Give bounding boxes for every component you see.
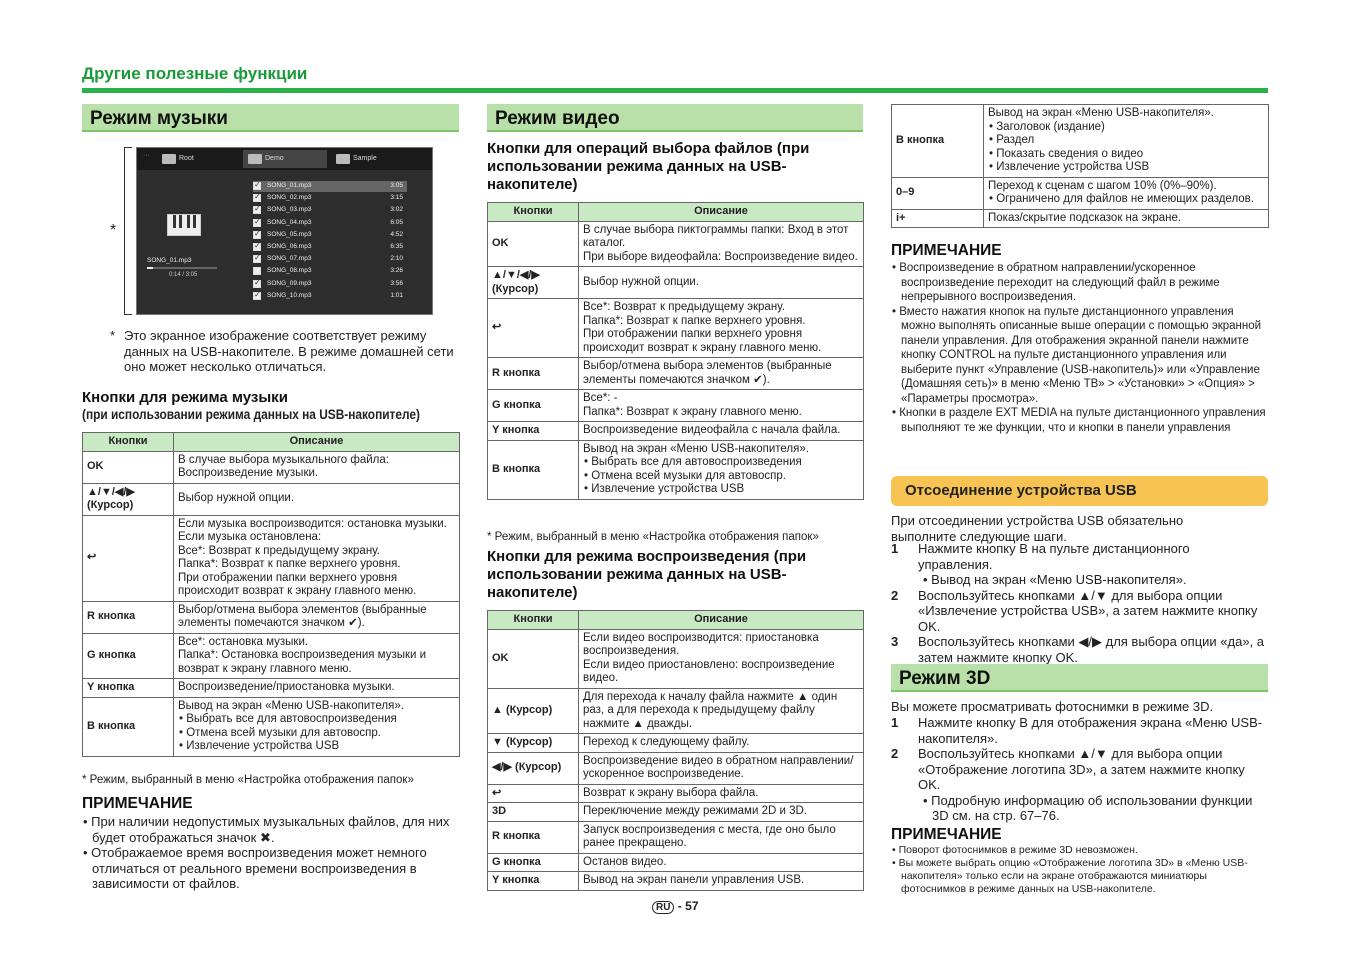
button-key: ↩	[83, 515, 174, 601]
button-description	[579, 872, 864, 891]
table-row	[83, 679, 460, 698]
description-line: Для перехода к началу файла нажмите ▲ один раз, а для перехода к предыдущему файлу нажмите ▲ дважды.	[583, 690, 838, 730]
button-description	[579, 734, 864, 753]
table-row	[892, 105, 1269, 178]
folder-icon	[336, 154, 350, 164]
button-key: OK	[488, 221, 579, 267]
description-line: Переход к сценам с шагом 10% (0%–90%).	[988, 179, 1217, 192]
table-row	[488, 872, 864, 891]
page-number: 57	[685, 899, 699, 913]
button-description	[579, 390, 864, 422]
col-header-buttons: Кнопки	[488, 203, 579, 222]
description-line: Папка*: Возврат к папке верхнего уровня.	[583, 314, 806, 327]
button-key: OK	[488, 629, 579, 688]
col-header-description: Описание	[579, 203, 864, 222]
description-line: Запуск воспроизведения с места, где оно было ранее прекращено.	[583, 823, 836, 849]
description-line: Все*: -	[583, 392, 618, 404]
song-duration: 3:15	[390, 194, 403, 202]
button-description	[579, 688, 864, 734]
button-description	[174, 601, 460, 633]
asterisk-mark: *	[110, 222, 117, 239]
song-duration: 4:52	[390, 230, 403, 238]
song-row[interactable]	[253, 279, 407, 290]
description-line: Если видео приостановлено: воспроизведение видео.	[583, 658, 835, 684]
button-key: B кнопка	[892, 105, 984, 178]
song-duration: 3:56	[390, 279, 403, 287]
song-name: SONG_04.mp3	[267, 218, 312, 226]
song-row[interactable]	[253, 218, 407, 229]
description-line: • Извлечение устройства USB	[584, 483, 745, 495]
list-item: • При наличии недопустимых музыкальных файлов, для них будет отображаться значок ✖.	[83, 814, 450, 845]
button-key: Y кнопка	[488, 422, 579, 441]
list-item: • Вы можете выбрать опцию «Отображение логотипа 3D» в «Меню USB-накопителя» только если на экране отображаются миниатюры фотоснимков в режиме данных на USB-накопителе.	[892, 857, 1248, 895]
button-key: ▲/▼/◀/▶ (Курсор)	[83, 483, 174, 515]
description-line: При отображении папки верхнего уровня происходит возврат к экрану главного меню.	[178, 571, 417, 597]
col-header-buttons: Кнопки	[83, 433, 174, 452]
button-description	[984, 177, 1269, 209]
button-description	[174, 451, 460, 483]
video-ops-heading: Кнопки для операций выбора файлов (при использовании режима данных на USB-накопителе)	[487, 140, 810, 193]
button-description	[579, 803, 864, 822]
list-item: • Вместо нажатия кнопок на пульте дистанционного управления можно выполнять описанные выше операции с помощью экранной панели управления. Для отображения экранной панели нажмите кнопку CONTROL на пульте дистанционного управления или выберите пункт «Управление (USB-накопитель)» или «Управление (Домашняя сеть)» в меню «Меню ТВ» > «Установки» > «Опция» > «Параметры просмотра».	[892, 305, 1262, 405]
now-playing: SONG_01.mp3	[147, 257, 192, 264]
description-line: Воспроизведение/приостановка музыки.	[178, 681, 395, 693]
song-name: SONG_06.mp3	[267, 243, 312, 250]
list-item: • Отображаемое время воспроизведения может немного отличаться от реального времени воспроизведения в зависимости от файлов.	[83, 845, 427, 891]
description-line: Воспроизведение видеофайла с начала файла.	[583, 424, 841, 436]
button-key: Y кнопка	[488, 872, 579, 891]
description-line: Все*: Возврат к предыдущему экрану.	[178, 544, 380, 557]
description-line: • Раздел	[989, 134, 1035, 146]
description-line: Воспроизведение видео в обратном направлении/ускоренное воспроизведение.	[583, 754, 854, 780]
button-key: B кнопка	[488, 440, 579, 499]
song-checkbox[interactable]	[253, 267, 261, 275]
music-notes	[82, 814, 452, 892]
description-line: При выборе видеофайла: Воспроизведение видео.	[583, 250, 858, 263]
button-description	[174, 697, 460, 756]
tab-sample[interactable]: Sample	[331, 150, 415, 168]
usb-steps	[891, 541, 1266, 665]
step-text: Нажмите кнопку B на пульте дистанционного управления.	[918, 541, 1190, 572]
table-row	[488, 267, 864, 299]
table-row	[892, 177, 1269, 209]
language-badge: RU	[652, 901, 674, 914]
table-row	[488, 853, 864, 872]
screen-bracket	[124, 147, 132, 315]
song-checkbox[interactable]	[253, 182, 261, 190]
button-key: 0–9	[892, 177, 984, 209]
button-key: R кнопка	[488, 358, 579, 390]
video-mode-title: Режим видео	[487, 104, 863, 132]
usb-intro: При отсоединении устройства USB обязательно выполните следующие шаги.	[891, 513, 1184, 544]
mode-3d-notes	[891, 844, 1268, 896]
description-line: Показ/скрытие подсказок на экране.	[988, 211, 1182, 224]
description-line: Вывод на экран панели управления USB.	[583, 874, 805, 886]
mode-3d-steps	[891, 715, 1266, 824]
button-description	[579, 440, 864, 499]
button-description	[579, 221, 864, 267]
table-row	[488, 299, 864, 358]
step-number: 2	[891, 587, 899, 603]
button-description	[174, 483, 460, 515]
description-line: Вывод на экран «Меню USB-накопителя».	[988, 107, 1214, 119]
footnote-mark: *	[110, 328, 116, 343]
button-key: Y кнопка	[83, 679, 174, 698]
table-row	[488, 422, 864, 441]
song-duration: 2:10	[390, 255, 403, 263]
step-number: 1	[891, 541, 899, 556]
button-description	[174, 515, 460, 601]
description-line: Вывод на экран «Меню USB-накопителя».	[178, 699, 404, 712]
table-row	[488, 390, 864, 422]
song-row[interactable]	[253, 254, 407, 265]
music-buttons-heading: Кнопки для режима музыки	[82, 389, 288, 406]
mode-3d-title: Режим 3D	[891, 664, 1268, 692]
progress-time: 0:14 / 3:05	[169, 272, 198, 278]
song-checkbox[interactable]	[253, 243, 261, 251]
button-description	[579, 267, 864, 299]
list-item: • Поворот фотоснимков в режиме 3D невозможен.	[892, 844, 1138, 856]
button-description	[174, 679, 460, 698]
table-row	[488, 752, 864, 784]
video-buttons-table	[487, 202, 864, 500]
button-key: OK	[83, 451, 174, 483]
song-row[interactable]	[253, 291, 407, 302]
button-description	[579, 821, 864, 853]
song-checkbox[interactable]	[253, 292, 261, 300]
description-line: Переключение между режимами 2D и 3D.	[583, 805, 807, 817]
list-item: • Воспроизведение в обратном направлении/ускоренное воспроизведение переходит на следующий файл в режиме непрерывного воспроизведения.	[892, 262, 1220, 303]
screen-tabbar: ··· Root Demo Sample	[137, 148, 432, 170]
button-key: 3D	[488, 803, 579, 822]
description-line: • Отмена всей музыки для автовоспр.	[584, 469, 786, 482]
song-row[interactable]	[253, 181, 407, 192]
step-item	[891, 634, 1266, 665]
description-line: При отображении папки верхнего уровня происходит возврат к экрану главного меню.	[583, 328, 822, 354]
button-key: ↩	[488, 299, 579, 358]
step-number: 1	[891, 715, 899, 730]
step-number: 3	[891, 634, 899, 649]
description-line: • Заголовок (издание)	[989, 120, 1105, 133]
step-text: Воспользуйтесь кнопками ▲/▼ для выбора опции «Извлечение устройства USB», а затем нажмите кнопку OK.	[918, 587, 1258, 634]
table-row	[83, 483, 460, 515]
button-key: G кнопка	[488, 390, 579, 422]
description-line: Все*: остановка музыки.	[178, 635, 309, 648]
song-duration: 6:35	[390, 243, 403, 250]
button-key: G кнопка	[83, 633, 174, 679]
button-description	[579, 422, 864, 441]
table-row	[83, 451, 460, 483]
description-line: • Показать сведения о видео	[989, 147, 1144, 160]
button-description	[579, 299, 864, 358]
step-item	[891, 715, 1266, 746]
piano-icon	[167, 214, 201, 236]
table-row	[83, 515, 460, 601]
song-duration: 3:26	[390, 267, 403, 275]
progress-bar[interactable]	[147, 267, 217, 269]
table-row	[83, 633, 460, 679]
col-header-description: Описание	[579, 611, 864, 630]
video-notes	[891, 261, 1266, 435]
table-row	[488, 803, 864, 822]
col-header-buttons: Кнопки	[488, 611, 579, 630]
tab-root[interactable]: Root	[157, 150, 241, 168]
song-row[interactable]	[253, 230, 407, 241]
description-line: Папка*: Возврат к папке верхнего уровня.	[178, 558, 401, 570]
step-item	[891, 746, 1266, 824]
song-row[interactable]	[253, 266, 407, 277]
table-row	[488, 821, 864, 853]
button-key: ▲/▼/◀/▶ (Курсор)	[488, 267, 579, 299]
description-line: Если видео воспроизводится: приостановка воспроизведения.	[583, 631, 819, 657]
description-line: • Извлечение устройства USB	[989, 161, 1150, 173]
description-line: Воспроизведение музыки.	[178, 467, 319, 479]
description-line: Переход к следующему файлу.	[583, 736, 750, 748]
table-row	[488, 358, 864, 390]
screen-footnote: Это экранное изображение соответствует режиму данных на USB-накопителе. В режиме домашней сети оно может несколько отличаться.	[124, 328, 454, 374]
button-description	[579, 853, 864, 872]
table-row	[488, 688, 864, 734]
description-line: Останов видео.	[583, 855, 667, 868]
music-mode-title: Режим музыки	[82, 104, 459, 132]
music-note-title: ПРИМЕЧАНИЕ	[82, 795, 193, 812]
button-description	[579, 752, 864, 784]
song-name: SONG_07.mp3	[267, 255, 312, 263]
list-item: • Кнопки в разделе EXT MEDIA на пульте дистанционного управления выполняют те же функции, что и кнопки в панели управления	[892, 407, 1266, 434]
step-subitem: • Вывод на экран «Меню USB-накопителя».	[923, 572, 1187, 587]
description-line: Выбор/отмена выбора элементов (выбранные элементы помечаются значком ✔).	[583, 360, 832, 386]
step-number: 2	[891, 746, 899, 761]
description-line: Выбор/отмена выбора элементов (выбранные элементы помечаются значком ✔).	[178, 603, 427, 629]
mode-3d-note-title: ПРИМЕЧАНИЕ	[891, 826, 1002, 843]
song-duration: 3:05	[390, 182, 403, 189]
description-line: Папка*: Возврат к экрану главного меню.	[583, 405, 802, 418]
music-buttons-table	[82, 432, 460, 757]
button-key: R кнопка	[488, 821, 579, 853]
button-description	[174, 633, 460, 679]
folder-icon	[162, 154, 176, 164]
button-key: ▼ (Курсор)	[488, 734, 579, 753]
page-footer: RU - 57	[652, 899, 699, 914]
table-row	[488, 629, 864, 688]
description-line: Выбор нужной опции.	[178, 492, 295, 505]
button-description	[579, 629, 864, 688]
description-line: • Отмена всей музыки для автовоспр.	[179, 726, 381, 739]
video-table-footnote: * Режим, выбранный в меню «Настройка отображения папок»	[487, 531, 819, 543]
song-name: SONG_03.mp3	[267, 206, 312, 214]
song-name: SONG_02.mp3	[267, 194, 312, 202]
description-line: • Выбрать все для автовоспроизведения	[179, 713, 397, 725]
button-key: ◀/▶ (Курсор)	[488, 752, 579, 784]
video-play-heading: Кнопки для режима воспроизведения (при использовании режима данных на USB-накопителе)	[487, 548, 807, 601]
description-line: Все*: Возврат к предыдущему экрану.	[583, 301, 785, 313]
song-duration: 3:02	[390, 206, 403, 214]
description-line: Выбор нужной опции.	[583, 275, 700, 288]
song-row[interactable]	[253, 205, 407, 216]
table-row	[488, 221, 864, 267]
section-heading: Другие полезные функции	[82, 64, 308, 83]
table-row	[892, 209, 1269, 228]
video-buttons-table-continued	[891, 104, 1269, 228]
table-row	[83, 697, 460, 756]
button-key: R кнопка	[83, 601, 174, 633]
mode-3d-intro: Вы можете просматривать фотоснимки в режиме 3D.	[891, 699, 1214, 714]
header-rule	[82, 88, 1268, 93]
video-note-title: ПРИМЕЧАНИЕ	[891, 242, 1002, 259]
folder-icon	[248, 154, 262, 164]
progress-fill	[147, 267, 153, 269]
table-row	[488, 784, 864, 803]
song-row[interactable]	[253, 193, 407, 204]
table-row	[488, 440, 864, 499]
video-play-table	[487, 610, 864, 891]
song-name: SONG_09.mp3	[267, 279, 312, 287]
description-line: Если музыка воспроизводится: остановка музыки.	[178, 517, 447, 530]
button-key: i+	[892, 209, 984, 228]
song-name: SONG_10.mp3	[267, 291, 312, 299]
song-checkbox[interactable]	[253, 231, 261, 239]
button-key: B кнопка	[83, 697, 174, 756]
button-description	[984, 105, 1269, 178]
description-line: • Выбрать все для автовоспроизведения	[584, 456, 802, 468]
song-name: SONG_05.mp3	[267, 230, 312, 238]
tab-demo[interactable]: Demo	[243, 150, 327, 168]
step-item	[891, 541, 1266, 588]
button-key: ▲ (Курсор)	[488, 688, 579, 734]
table-row	[488, 734, 864, 753]
button-description	[579, 358, 864, 390]
description-line: Папка*: Остановка воспроизведения музыки и возврат к экрану главного меню.	[178, 649, 427, 675]
song-name: SONG_08.mp3	[267, 267, 312, 275]
step-item	[891, 588, 1266, 635]
song-name: SONG_01.mp3	[267, 182, 312, 189]
description-line: В случае выбора музыкального файла:	[178, 453, 389, 466]
table-row	[83, 601, 460, 633]
music-buttons-subheading: (при использовании режима данных на USB-накопителе)	[82, 407, 420, 422]
usb-disconnect-title: Отсоединение устройства USB	[891, 476, 1268, 506]
step-text: Воспользуйтесь кнопками ◀/▶ для выбора опции «да», а затем нажмите кнопку OK.	[918, 634, 1265, 665]
song-checkbox[interactable]	[253, 206, 261, 214]
song-checkbox[interactable]	[253, 219, 261, 227]
step-text: Нажмите кнопку B для отображения экрана «Меню USB-накопителя».	[918, 715, 1263, 746]
description-line: • Ограничено для файлов не имеющих разделов.	[989, 193, 1254, 205]
description-line: Вывод на экран «Меню USB-накопителя».	[583, 442, 809, 455]
button-key: ↩	[488, 784, 579, 803]
song-duration: 1:01	[390, 291, 403, 299]
song-duration: 6:05	[390, 218, 403, 226]
button-key: G кнопка	[488, 853, 579, 872]
col-header-description: Описание	[174, 433, 460, 452]
song-checkbox[interactable]	[253, 255, 261, 263]
button-description	[984, 209, 1269, 228]
button-description	[579, 784, 864, 803]
song-checkbox[interactable]	[253, 194, 261, 202]
step-text: Воспользуйтесь кнопками ▲/▼ для выбора опции «Отображение логотипа 3D», а затем нажмите кнопку OK.	[918, 746, 1245, 792]
description-line: Возврат к экрану выбора файла.	[583, 786, 759, 799]
description-line: В случае выбора пиктограммы папки: Вход в этот каталог.	[583, 223, 849, 249]
description-line: Если музыка остановлена:	[178, 531, 322, 543]
song-row[interactable]	[253, 242, 407, 253]
song-checkbox[interactable]	[253, 280, 261, 288]
music-table-footnote: * Режим, выбранный в меню «Настройка отображения папок»	[82, 774, 414, 786]
music-screen	[136, 147, 433, 315]
step-subitem: • Подробную информацию об использовании функции 3D см. на стр. 67–76.	[923, 792, 1253, 823]
description-line: • Извлечение устройства USB	[179, 740, 340, 752]
